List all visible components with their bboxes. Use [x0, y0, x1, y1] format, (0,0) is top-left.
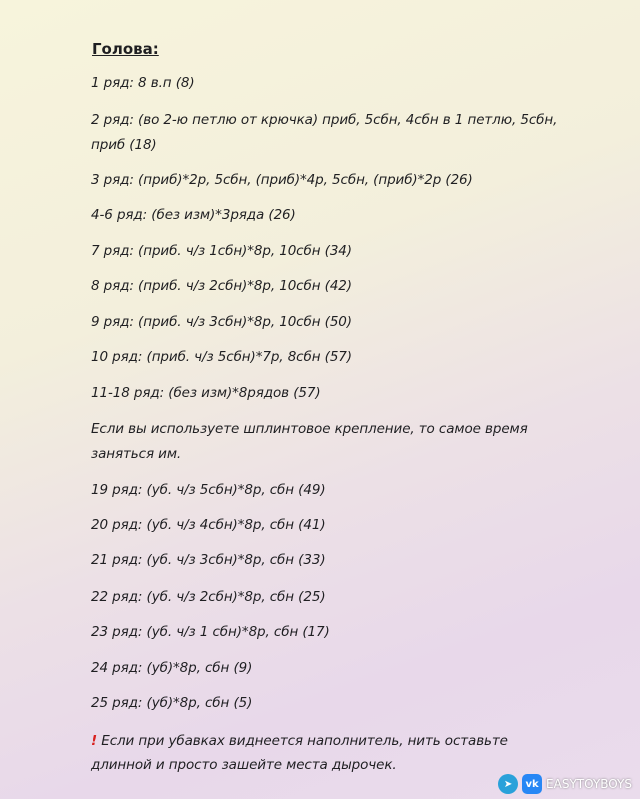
pattern-row-22: 22 ряд: (уб. ч/з 2сбн)*8р, сбн (25) [91, 589, 326, 605]
stuffing-note [91, 733, 508, 749]
pattern-row-19: 19 ряд: (уб. ч/з 5сбн)*8р, сбн (49) [91, 482, 326, 498]
pattern-row-10: 10 ряд: (приб. ч/з 5сбн)*7р, 8сбн (57) [91, 349, 352, 365]
stuffing-note-cont: длинной и просто зашейте места дырочек. [91, 757, 397, 773]
watermark [498, 773, 632, 795]
pattern-row-11-18: 11-18 ряд: (без изм)*8рядов (57) [91, 385, 321, 401]
telegram-icon: ➤ [498, 774, 518, 794]
pattern-row-4-6: 4-6 ряд: (без изм)*3ряда (26) [91, 207, 296, 223]
pattern-row-7: 7 ряд: (приб. ч/з 1сбн)*8р, 10сбн (34) [91, 243, 352, 259]
pattern-row-1: 1 ряд: 8 в.п (8) [91, 75, 195, 91]
pattern-row-2: 2 ряд: (во 2-ю петлю от крючка) приб, 5сбн, 4сбн в 1 петлю, 5сбн, [91, 112, 558, 128]
safety-joint-note: Если вы используете шплинтовое крепление, то самое время [91, 421, 528, 437]
pattern-row-20: 20 ряд: (уб. ч/з 4сбн)*8р, сбн (41) [91, 517, 326, 533]
warning-mark: ! [91, 733, 98, 749]
pattern-row-8: 8 ряд: (приб. ч/з 2сбн)*8р, 10сбн (42) [91, 278, 352, 294]
pattern-row-9: 9 ряд: (приб. ч/з 3сбн)*8р, 10сбн (50) [91, 314, 352, 330]
pattern-row-23: 23 ряд: (уб. ч/з 1 сбн)*8р, сбн (17) [91, 624, 330, 640]
pattern-row-2-cont: приб (18) [91, 137, 157, 153]
stuffing-note-text: Если при убавках виднеется наполнитель, нить оставьте [101, 733, 508, 749]
pattern-row-25: 25 ряд: (уб)*8р, сбн (5) [91, 695, 253, 711]
pattern-row-21: 21 ряд: (уб. ч/з 3сбн)*8р, сбн (33) [91, 552, 326, 568]
pattern-row-24: 24 ряд: (уб)*8р, сбн (9) [91, 660, 253, 676]
watermark-text: EASYTOYBOYS [546, 777, 632, 791]
safety-joint-note-cont: заняться им. [91, 446, 182, 462]
section-heading: Голова: [92, 40, 159, 58]
vk-icon: vk [522, 774, 542, 794]
pattern-row-3: 3 ряд: (приб)*2р, 5сбн, (приб)*4р, 5сбн, (приб)*2р (26) [91, 172, 473, 188]
